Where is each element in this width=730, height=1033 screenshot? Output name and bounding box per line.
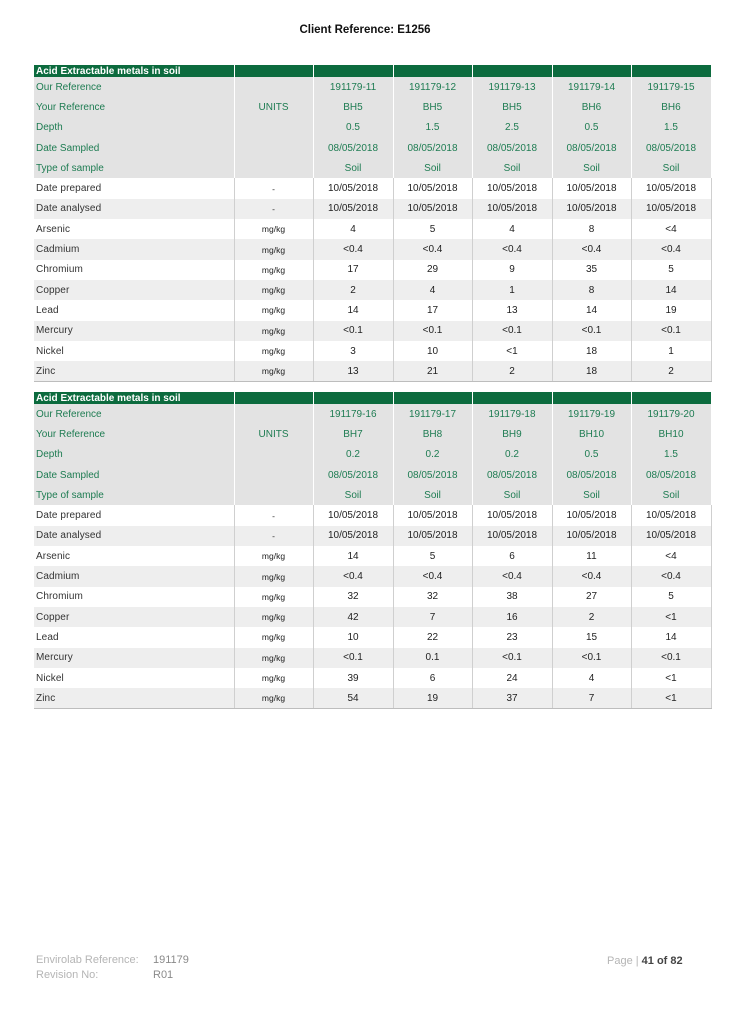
meta-value: 2.5 — [472, 118, 552, 138]
meta-label: Type of sample — [34, 158, 234, 178]
meta-row — [34, 485, 711, 505]
envirolab-reference-label: Envirolab Reference: — [36, 954, 139, 966]
unit-cell: mg/kg — [234, 260, 313, 280]
result-cell: 16 — [472, 607, 552, 627]
result-cell: 5 — [393, 546, 472, 566]
table-title-filler — [393, 65, 472, 77]
result-cell: 10/05/2018 — [393, 199, 472, 219]
table-row — [34, 688, 711, 709]
table-row — [34, 505, 711, 525]
result-cell: 9 — [472, 260, 552, 280]
page-title: Client Reference: E1256 — [299, 24, 431, 36]
analyte-label: Arsenic — [34, 219, 234, 239]
result-cell: 39 — [313, 668, 393, 688]
meta-unit — [234, 445, 313, 465]
result-cell: 4 — [552, 668, 631, 688]
result-cell: 42 — [313, 607, 393, 627]
result-cell: 27 — [552, 587, 631, 607]
result-cell: 10/05/2018 — [393, 526, 472, 546]
meta-value: Soil — [631, 485, 711, 505]
table-title-filler — [313, 392, 393, 404]
result-cell: 13 — [313, 361, 393, 382]
meta-value: BH5 — [472, 97, 552, 117]
analyte-label: Zinc — [34, 688, 234, 709]
meta-value: BH9 — [472, 424, 552, 444]
result-cell: 37 — [472, 688, 552, 709]
unit-cell: mg/kg — [234, 341, 313, 361]
meta-value: BH7 — [313, 424, 393, 444]
meta-value: 08/05/2018 — [393, 138, 472, 158]
page-label: Page | — [607, 955, 639, 967]
meta-value: Soil — [472, 485, 552, 505]
meta-unit — [234, 158, 313, 178]
result-cell: 10/05/2018 — [631, 178, 711, 198]
table-title-filler — [234, 65, 313, 77]
result-cell: 2 — [472, 361, 552, 382]
meta-value: 08/05/2018 — [313, 138, 393, 158]
result-cell: 2 — [313, 280, 393, 300]
meta-value: Soil — [393, 158, 472, 178]
meta-value: 0.2 — [393, 445, 472, 465]
result-cell: <0.1 — [552, 648, 631, 668]
table-title-row — [34, 392, 711, 404]
meta-value: Soil — [313, 158, 393, 178]
result-cell: <0.1 — [552, 321, 631, 341]
unit-cell: mg/kg — [234, 546, 313, 566]
result-cell: 10/05/2018 — [313, 505, 393, 525]
result-cell: 10/05/2018 — [472, 526, 552, 546]
table-title-filler — [393, 392, 472, 404]
meta-value: 08/05/2018 — [552, 138, 631, 158]
table-row — [34, 178, 711, 198]
result-cell: <0.1 — [631, 321, 711, 341]
result-cell: 38 — [472, 587, 552, 607]
meta-value: Soil — [631, 158, 711, 178]
result-cell: <0.4 — [472, 239, 552, 259]
meta-value: Soil — [472, 158, 552, 178]
unit-cell: mg/kg — [234, 300, 313, 320]
result-cell: 32 — [313, 587, 393, 607]
meta-value: Soil — [313, 485, 393, 505]
result-cell: 23 — [472, 627, 552, 647]
table-row — [34, 199, 711, 219]
result-cell: 18 — [552, 341, 631, 361]
analyte-label: Nickel — [34, 668, 234, 688]
page-number — [607, 955, 683, 967]
result-cell: 6 — [472, 546, 552, 566]
table-row — [34, 260, 711, 280]
result-cell: <0.4 — [472, 566, 552, 586]
unit-cell: mg/kg — [234, 668, 313, 688]
result-cell: 1 — [631, 341, 711, 361]
meta-value: 0.5 — [552, 118, 631, 138]
result-cell: 35 — [552, 260, 631, 280]
result-cell: 10/05/2018 — [313, 178, 393, 198]
analyte-label: Mercury — [34, 648, 234, 668]
meta-value: 191179-14 — [552, 77, 631, 97]
analyte-label: Nickel — [34, 341, 234, 361]
analyte-label: Date analysed — [34, 526, 234, 546]
result-cell: 5 — [393, 219, 472, 239]
revision-value: R01 — [153, 969, 174, 981]
result-cell: <0.4 — [393, 239, 472, 259]
result-cell: 10/05/2018 — [552, 178, 631, 198]
results-table-1 — [34, 65, 712, 382]
meta-value: 08/05/2018 — [631, 465, 711, 485]
analyte-label: Cadmium — [34, 566, 234, 586]
table-row — [34, 361, 711, 382]
analyte-label: Lead — [34, 300, 234, 320]
meta-value: 191179-18 — [472, 404, 552, 424]
analyte-label: Copper — [34, 280, 234, 300]
meta-value: Soil — [393, 485, 472, 505]
table-title-filler — [472, 65, 552, 77]
unit-cell: mg/kg — [234, 280, 313, 300]
meta-value: 191179-15 — [631, 77, 711, 97]
meta-value: BH10 — [552, 424, 631, 444]
meta-value: 191179-12 — [393, 77, 472, 97]
table-row — [34, 321, 711, 341]
meta-value: BH8 — [393, 424, 472, 444]
meta-value: 08/05/2018 — [552, 465, 631, 485]
table-title-filler — [631, 65, 711, 77]
result-cell: 3 — [313, 341, 393, 361]
meta-value: 0.5 — [552, 445, 631, 465]
meta-unit — [234, 485, 313, 505]
table-row — [34, 280, 711, 300]
result-cell: <0.1 — [313, 321, 393, 341]
analyte-label: Date analysed — [34, 199, 234, 219]
result-cell: <0.1 — [472, 648, 552, 668]
meta-value: Soil — [552, 158, 631, 178]
meta-label: Depth — [34, 445, 234, 465]
meta-row — [34, 445, 711, 465]
result-cell: 10/05/2018 — [552, 199, 631, 219]
meta-value: Soil — [552, 485, 631, 505]
result-cell: 4 — [472, 219, 552, 239]
result-cell: 22 — [393, 627, 472, 647]
unit-cell: mg/kg — [234, 688, 313, 709]
meta-value: BH6 — [631, 97, 711, 117]
result-cell: 15 — [552, 627, 631, 647]
result-cell: 2 — [631, 361, 711, 382]
meta-unit: UNITS — [234, 424, 313, 444]
page-value: 41 of 82 — [641, 955, 683, 967]
result-cell: <4 — [631, 219, 711, 239]
meta-value: 1.5 — [631, 445, 711, 465]
result-cell: 6 — [393, 668, 472, 688]
result-cell: <0.1 — [631, 648, 711, 668]
result-cell: 10/05/2018 — [472, 199, 552, 219]
meta-value: 191179-16 — [313, 404, 393, 424]
result-cell: 10/05/2018 — [552, 505, 631, 525]
table-title-filler — [631, 392, 711, 404]
result-cell: 10/05/2018 — [393, 178, 472, 198]
result-cell: <0.1 — [472, 321, 552, 341]
result-cell: 2 — [552, 607, 631, 627]
meta-value: 08/05/2018 — [393, 465, 472, 485]
meta-row — [34, 138, 711, 158]
meta-value: 191179-20 — [631, 404, 711, 424]
analyte-label: Arsenic — [34, 546, 234, 566]
result-cell: 10 — [393, 341, 472, 361]
meta-row — [34, 118, 711, 138]
unit-cell: mg/kg — [234, 361, 313, 382]
meta-unit — [234, 118, 313, 138]
unit-cell: - — [234, 526, 313, 546]
result-cell: 10/05/2018 — [472, 505, 552, 525]
result-cell: 14 — [631, 280, 711, 300]
table-row — [34, 526, 711, 546]
table-row — [34, 587, 711, 607]
meta-unit — [234, 404, 313, 424]
table-row — [34, 627, 711, 647]
result-cell: <0.4 — [631, 566, 711, 586]
result-cell: 8 — [552, 219, 631, 239]
result-cell: 19 — [393, 688, 472, 709]
unit-cell: mg/kg — [234, 566, 313, 586]
meta-unit — [234, 465, 313, 485]
table-title-filler — [552, 392, 631, 404]
table-title: Acid Extractable metals in soil — [34, 65, 234, 77]
table-row — [34, 219, 711, 239]
unit-cell: mg/kg — [234, 239, 313, 259]
result-cell: 10/05/2018 — [631, 526, 711, 546]
meta-label: Your Reference — [34, 424, 234, 444]
unit-cell: - — [234, 178, 313, 198]
meta-label: Your Reference — [34, 97, 234, 117]
result-cell: 10/05/2018 — [552, 526, 631, 546]
meta-value: 1.5 — [393, 118, 472, 138]
result-cell: 21 — [393, 361, 472, 382]
result-cell: 29 — [393, 260, 472, 280]
meta-value: 0.2 — [313, 445, 393, 465]
table-row — [34, 546, 711, 566]
result-cell: 14 — [552, 300, 631, 320]
analyte-label: Cadmium — [34, 239, 234, 259]
result-cell: 24 — [472, 668, 552, 688]
result-cell: 54 — [313, 688, 393, 709]
result-cell: 19 — [631, 300, 711, 320]
result-cell: 14 — [631, 627, 711, 647]
meta-value: 191179-19 — [552, 404, 631, 424]
meta-unit: UNITS — [234, 97, 313, 117]
meta-unit — [234, 138, 313, 158]
meta-value: 08/05/2018 — [631, 138, 711, 158]
table-title-filler — [552, 65, 631, 77]
table-row — [34, 239, 711, 259]
result-cell: <1 — [631, 688, 711, 709]
result-cell: 18 — [552, 361, 631, 382]
unit-cell: mg/kg — [234, 627, 313, 647]
meta-row — [34, 77, 711, 97]
result-cell: 17 — [313, 260, 393, 280]
envirolab-reference-value: 191179 — [153, 954, 189, 966]
result-cell: 10 — [313, 627, 393, 647]
result-cell: 10/05/2018 — [313, 526, 393, 546]
result-cell: 5 — [631, 260, 711, 280]
footer-reference — [36, 953, 189, 983]
meta-label: Our Reference — [34, 404, 234, 424]
table-title-row — [34, 65, 711, 77]
result-cell: 32 — [393, 587, 472, 607]
result-cell: <1 — [472, 341, 552, 361]
meta-value: 191179-11 — [313, 77, 393, 97]
result-cell: <0.4 — [552, 566, 631, 586]
result-cell: 17 — [393, 300, 472, 320]
meta-value: 08/05/2018 — [313, 465, 393, 485]
result-cell: <0.4 — [631, 239, 711, 259]
meta-value: 191179-13 — [472, 77, 552, 97]
meta-value: BH5 — [393, 97, 472, 117]
meta-value: 08/05/2018 — [472, 138, 552, 158]
result-cell: 4 — [313, 219, 393, 239]
result-cell: 14 — [313, 546, 393, 566]
unit-cell: - — [234, 199, 313, 219]
meta-value: 191179-17 — [393, 404, 472, 424]
result-cell: 4 — [393, 280, 472, 300]
result-cell: <0.4 — [552, 239, 631, 259]
meta-label: Type of sample — [34, 485, 234, 505]
table-title-filler — [234, 392, 313, 404]
result-cell: 11 — [552, 546, 631, 566]
analyte-label: Chromium — [34, 260, 234, 280]
table-row — [34, 607, 711, 627]
result-cell: <0.4 — [313, 566, 393, 586]
table-title-filler — [313, 65, 393, 77]
analyte-label: Mercury — [34, 321, 234, 341]
meta-row — [34, 158, 711, 178]
result-cell: <1 — [631, 607, 711, 627]
meta-value: BH10 — [631, 424, 711, 444]
unit-cell: mg/kg — [234, 587, 313, 607]
meta-label: Date Sampled — [34, 465, 234, 485]
table-row — [34, 648, 711, 668]
meta-value: 08/05/2018 — [472, 465, 552, 485]
meta-label: Depth — [34, 118, 234, 138]
result-cell: 10/05/2018 — [631, 505, 711, 525]
result-cell: 10/05/2018 — [313, 199, 393, 219]
meta-row — [34, 97, 711, 117]
meta-value: 0.2 — [472, 445, 552, 465]
meta-unit — [234, 77, 313, 97]
revision-label: Revision No: — [36, 969, 99, 981]
meta-row — [34, 465, 711, 485]
result-cell: 10/05/2018 — [631, 199, 711, 219]
meta-value: 0.5 — [313, 118, 393, 138]
table-row — [34, 668, 711, 688]
result-cell: 10/05/2018 — [393, 505, 472, 525]
result-cell: 7 — [552, 688, 631, 709]
analyte-label: Date prepared — [34, 505, 234, 525]
result-cell: 0.1 — [393, 648, 472, 668]
result-cell: <1 — [631, 668, 711, 688]
result-cell: <0.4 — [313, 239, 393, 259]
meta-label: Date Sampled — [34, 138, 234, 158]
result-cell: 5 — [631, 587, 711, 607]
table-title-filler — [472, 392, 552, 404]
result-cell: 14 — [313, 300, 393, 320]
meta-row — [34, 404, 711, 424]
unit-cell: mg/kg — [234, 607, 313, 627]
analyte-label: Lead — [34, 627, 234, 647]
unit-cell: - — [234, 505, 313, 525]
table-title: Acid Extractable metals in soil — [34, 392, 234, 404]
meta-value: 1.5 — [631, 118, 711, 138]
result-cell: 13 — [472, 300, 552, 320]
result-cell: 10/05/2018 — [472, 178, 552, 198]
result-cell: 8 — [552, 280, 631, 300]
result-cell: <0.4 — [393, 566, 472, 586]
results-table-2 — [34, 392, 712, 709]
meta-row — [34, 424, 711, 444]
result-cell: <4 — [631, 546, 711, 566]
meta-value: BH5 — [313, 97, 393, 117]
analyte-label: Copper — [34, 607, 234, 627]
table-row — [34, 300, 711, 320]
unit-cell: mg/kg — [234, 321, 313, 341]
result-cell: <0.1 — [313, 648, 393, 668]
unit-cell: mg/kg — [234, 219, 313, 239]
result-cell: 7 — [393, 607, 472, 627]
analyte-label: Date prepared — [34, 178, 234, 198]
analyte-label: Zinc — [34, 361, 234, 382]
result-cell: 1 — [472, 280, 552, 300]
analyte-label: Chromium — [34, 587, 234, 607]
meta-label: Our Reference — [34, 77, 234, 97]
table-row — [34, 341, 711, 361]
result-cell: <0.1 — [393, 321, 472, 341]
table-row — [34, 566, 711, 586]
meta-value: BH6 — [552, 97, 631, 117]
unit-cell: mg/kg — [234, 648, 313, 668]
